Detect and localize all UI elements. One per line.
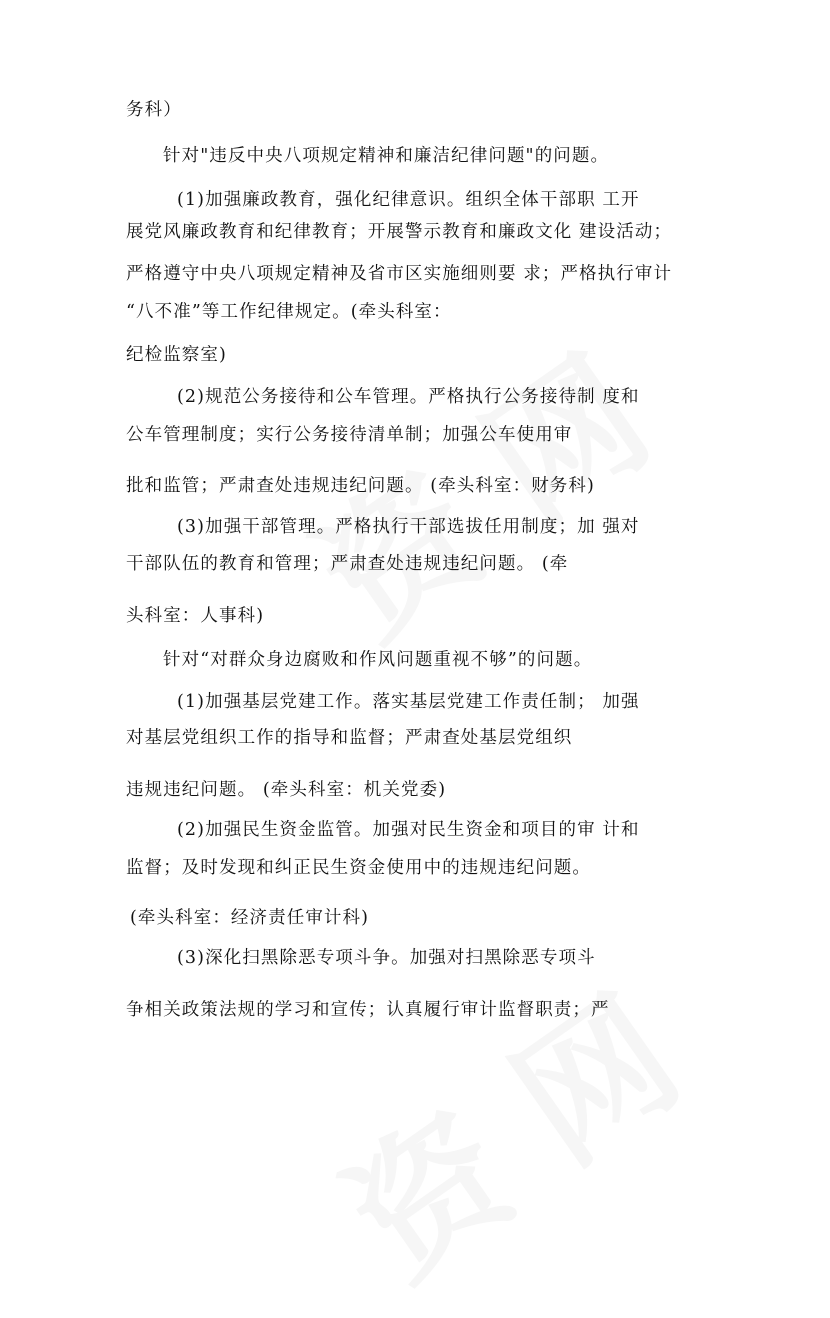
section-heading: 针对“对群众身边腐败和作风问题重视不够”的问题。 (163, 650, 593, 670)
text-line: 监督；及时发现和纠正民生资金使用中的违规违纪问题。 (126, 858, 591, 878)
text-line: 严格遵守中央八项规定精神及省市区实施细则要 求；严格执行审计 (126, 264, 673, 284)
text-line: (2)加强民生资金监管。加强对民生资金和项目的审 计和 (177, 820, 640, 840)
text-line: 公车管理制度；实行公务接待清单制；加强公车使用审 (126, 425, 573, 445)
watermark (300, 939, 712, 1318)
text-line: (1)加强基层党建工作。落实基层党建工作责任制； 加强 (177, 692, 640, 712)
text-line: 务科） (126, 100, 182, 120)
text-line: (3)加强干部管理。严格执行干部选拔任用制度；加 强对 (177, 517, 640, 537)
text-line: (牵头科室：经济责任审计科) (130, 908, 370, 928)
text-line: “八不准”等工作纪律规定。(牵头科室： (126, 302, 452, 322)
section-heading: 针对"违反中央八项规定精神和廉洁纪律问题"的问题。 (163, 146, 610, 166)
text-line: 头科室：人事科) (126, 606, 265, 626)
text-line: 干部队伍的教育和管理；严肃查处违规违纪问题。 (牵 (126, 554, 569, 574)
text-line: 纪检监察室) (126, 345, 227, 365)
text-line: (2)规范公务接待和公车管理。严格执行公务接待制 度和 (177, 387, 640, 407)
text-line: (3)深化扫黑除恶专项斗争。加强对扫黑除恶专项斗 (177, 948, 596, 968)
text-line: 违规违纪问题。 (牵头科室：机关党委) (126, 780, 447, 800)
text-line: 展党风廉政教育和纪律教育；开展警示教育和廉政文化 建设活动； (126, 222, 673, 242)
text-line: 对基层党组织工作的指导和监督；严肃查处基层党组织 (126, 728, 573, 748)
text-line: 批和监管；严肃查处违规违纪问题。 (牵头科室：财务科) (126, 476, 595, 496)
text-line: 争相关政策法规的学习和宣传；认真履行审计监督职责；严 (126, 1000, 610, 1020)
text-line: (1)加强廉政教育，强化纪律意识。组织全体干部职 工开 (177, 190, 640, 210)
